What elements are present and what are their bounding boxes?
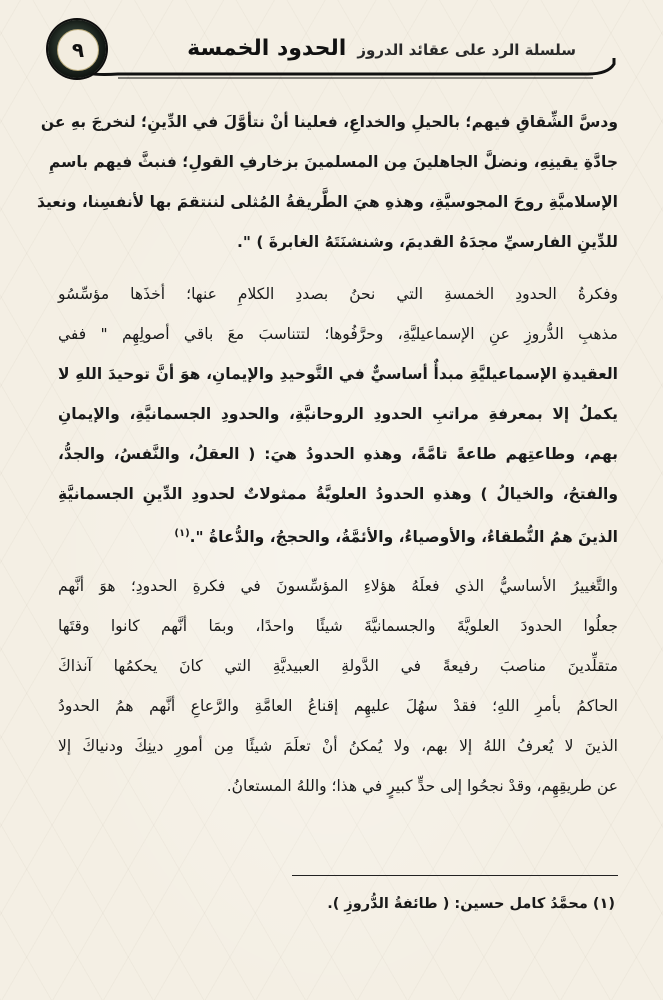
text-line: مذهبِ الدُّروزِ عنِ الإسماعيليَّةِ، وحرَّفُوها؛ لتتناسبَ معَ باقي أصولِهِم " ففي <box>58 325 618 343</box>
page-number-badge <box>48 20 106 78</box>
text-line: بهم، وطاعتِهم طاعةً تامَّةً، وهذهِ الحدودُ هيَ: ( العقلُ، والنَّفسُ، والجدُّ، <box>58 445 618 463</box>
text-line: والتَّغييرُ الأساسيُّ الذي فعلَهُ هؤلاءِ المؤسِّسونَ في فكرةِ الحدودِ؛ هوَ أنَّهم <box>58 577 618 595</box>
text-line: والفتحُ، والخيالُ ) وهذهِ الحدودُ العلويَّةُ ممثولاتٌ لحدودِ الدِّينِ الجسمانيَّةِ <box>58 485 618 503</box>
text-line: يكملُ إلا بمعرفةِ مراتبِ الحدودِ الروحانيَّةِ، والحدودِ الجسمانيَّةِ، والإيمانِ <box>58 405 618 423</box>
header-title <box>187 36 576 61</box>
text-line: جادَّةِ يقينِهِ، ونضلَّ الجاهلينَ مِن المسلمينَ بزخارفِ القولِ؛ فنبثَّ فيهم باسمِ <box>49 153 618 171</box>
text-line: الذينَ لا يُعرفُ اللهُ إلا بهم، ولا يُمكنُ أنْ تعلَمَ شيئًا مِن أمورِ دينِكَ ودنياكَ إلا <box>58 737 618 755</box>
text-line: متقلِّدينَ مناصبَ رفيعةً في الدَّولةِ العبيديَّةِ التي كانَ يحكمُها آنذاكَ <box>58 657 618 675</box>
footnote: (١) محمَّدُ كامل حسين: ( طائفةُ الدُّروزِ ). <box>327 896 615 912</box>
text-line: الحاكمُ بأمرِ اللهِ؛ فقدْ سهُلَ عليهِم إقناعُ العامَّةِ والرَّعاعِ أنَّهم همُ الحدودُ <box>58 697 618 715</box>
text-line: الإسلاميَّةِ روحَ المجوسيَّةِ، وهذهِ هيَ الطَّريقةُ المُثلى لننتقمَ بها لأنفسِنا، ونعيدَ <box>37 193 618 211</box>
text-segment: الذينَ همُ النُّطقاءُ، والأوصياءُ، والأئمَّةُ، والحججُ، والدُّعاةُ ". <box>189 528 618 547</box>
footnote-marker: (١) <box>174 528 190 539</box>
text-line: ودسَّ الشِّقاقِ فيهم؛ بالحيلِ والخداعِ، فعلينا أنْ نتأوَّلَ في الدِّينِ؛ لنخرجَ بهِ عن <box>40 113 618 131</box>
text-line: العقيدةِ الإسماعيليَّةِ مبدأٌ أساسيٌّ في التَّوحيدِ والإيمانِ، هوَ أنَّ توحيدَ اللهِ لا <box>58 365 618 383</box>
text-line: جعلُوا الحدودَ العلويَّةَ والجسمانيَّةَ شيئًا واحدًا، وبمَا أنَّهم كانوا وقتَها <box>58 617 618 635</box>
body-text <box>37 102 618 806</box>
text-line-with-footnote <box>58 514 618 554</box>
text-line: وفكرةُ الحدودِ الخمسةِ التي نحنُ بصددِ الكلامِ عنها؛ أخذَها مؤسِّسُو <box>58 285 618 303</box>
page-header <box>48 18 618 88</box>
footnote-divider <box>292 875 618 876</box>
text-line: للدِّينِ الفارسيِّ مجدَهُ القديمَ، وشنشنَتَهُ الغابرةَ ) ". <box>237 233 618 251</box>
series-name: سلسلة الرد على عقائد الدروز <box>357 41 576 59</box>
chapter-title: الحدود الخمسة <box>187 36 347 61</box>
text-line: عن طريقِهِم، وقدْ نجحُوا إلى حدٍّ كبيرٍ في هذا؛ واللهُ المستعانُ. <box>226 777 618 795</box>
page-number: ٩ <box>57 29 99 71</box>
